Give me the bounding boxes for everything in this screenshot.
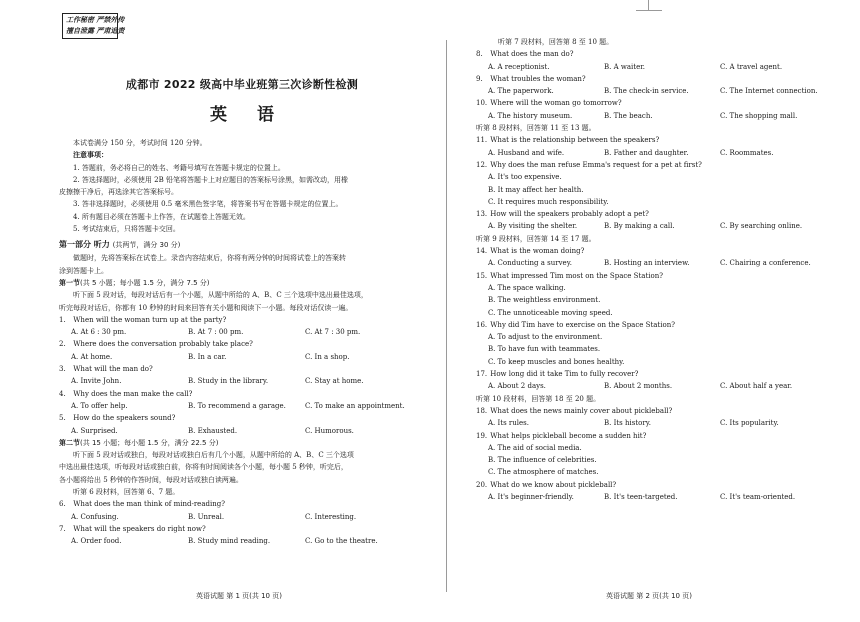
option-a: A. The space walking. xyxy=(488,283,566,292)
page-footer-1: 英语试题 第 1 页(共 10 页) xyxy=(196,592,282,600)
question-number: 4. xyxy=(59,389,66,398)
notice-line: 4. 所有题目必须在答题卡上作答，在试题卷上答题无效。 xyxy=(73,212,250,221)
section-1-instruction: 听下面 5 段对话，每段对话后有一个小题，从题中所给的 A、B、C 三个选项中选出最佳选项， xyxy=(73,291,368,300)
question-item xyxy=(476,134,826,159)
option-a: A. Invite John. xyxy=(71,377,122,386)
part-1-title: 第一部分 听力 xyxy=(59,240,110,250)
question-number: 7. xyxy=(59,524,66,533)
question-item xyxy=(476,73,826,98)
listening-hint: 听第 10 段材料，回答第 18 至 20 题。 xyxy=(476,394,601,403)
notice-line: 2. 答选择题时，必须使用 2B 铅笔将答题卡上对应题目的答案标号涂黑，如需改动，用橡 xyxy=(73,175,348,184)
section-1-heading xyxy=(59,277,425,289)
section-1-instruction: 听完每段对话后，你都有 10 秒钟的时间来回答有关小题和阅读下一小题。每段对话仅读一遍。 xyxy=(59,303,353,312)
question-number: 12. xyxy=(476,160,488,169)
option-a: A. The aid of social media. xyxy=(488,443,582,452)
stamp-line-1: 工作秘密 严禁外传 xyxy=(66,16,125,24)
option-b: B. The weightless environment. xyxy=(488,296,601,305)
option-c: C. To keep muscles and bones healthy. xyxy=(488,357,625,366)
question-number: 17. xyxy=(476,370,488,379)
question-number: 8. xyxy=(476,50,483,59)
question-number: 13. xyxy=(476,210,488,219)
question-number: 11. xyxy=(476,136,488,145)
question-text: When will the woman turn up at the party? xyxy=(73,315,227,324)
question-text: Where does the conversation probably take place? xyxy=(73,340,253,349)
question-number: 2. xyxy=(59,340,66,349)
question-number: 6. xyxy=(59,500,66,509)
question-text: What helps pickleball become a sudden hit? xyxy=(490,431,647,440)
option-a: A. To offer help. xyxy=(71,401,128,410)
question-text: Why does the man refuse Emma's request for a pet at first? xyxy=(490,160,702,169)
question-number: 18. xyxy=(476,406,488,415)
option-a: A. A receptionist. xyxy=(488,62,550,71)
question-list-2 xyxy=(59,498,425,547)
part-1-meta: (共两节，满分 30 分) xyxy=(112,241,181,250)
option-c: C. Its popularity. xyxy=(720,419,779,428)
option-b: B. Hosting an interview. xyxy=(604,259,690,268)
section-1-meta: (共 5 小题；每小题 1.5 分，满分 7.5 分) xyxy=(80,278,210,287)
question-item xyxy=(59,314,425,339)
option-c: C. Interesting. xyxy=(305,512,357,521)
listening-hint: 听第 9 段材料，回答第 14 至 17 题。 xyxy=(476,234,596,243)
option-b: B. Study mind reading. xyxy=(188,537,271,546)
option-b: B. A waiter. xyxy=(604,62,646,71)
option-c: C. By searching online. xyxy=(720,222,803,231)
option-b: B. By making a call. xyxy=(604,222,675,231)
question-text: What do we know about pickleball? xyxy=(490,480,617,489)
part-1-instruction: 做题时，先将答案标在试卷上。录音内容结束后，你将有两分钟的时间将试卷上的答案转 xyxy=(73,254,346,263)
option-a: A. Conducting a survey. xyxy=(488,259,572,268)
option-b: B. The influence of celebrities. xyxy=(488,456,597,465)
option-c: C. At 7 : 30 pm. xyxy=(305,328,361,337)
option-b: B. Unreal. xyxy=(188,512,225,521)
part-1-instruction: 涂到答题卡上。 xyxy=(59,266,108,275)
question-number: 20. xyxy=(476,480,488,489)
question-number: 10. xyxy=(476,99,488,108)
question-text: Where will the woman go tomorrow? xyxy=(490,99,622,108)
section-2-instruction: 中选出最佳选项，听每段对话或独白前，你将有时间阅读各个小题，每小题 5 秒钟，听完后， xyxy=(59,463,348,472)
option-a: A. The paperwork. xyxy=(488,87,554,96)
option-b: B. It's teen-targeted. xyxy=(604,492,678,501)
question-list-1 xyxy=(59,314,425,437)
option-b: B. Study in the library. xyxy=(188,377,269,386)
notice-list xyxy=(59,162,425,236)
notice-line: 1. 答题前，务必将自己的姓名、考籍号填写在答题卡规定的位置上。 xyxy=(73,163,285,172)
option-a: A. The history museum. xyxy=(488,111,573,120)
notice-title: 注意事项： xyxy=(73,151,108,160)
option-b: B. The beach. xyxy=(604,111,653,120)
option-c: C. About half a year. xyxy=(720,382,793,391)
option-c: C. The atmosphere of matches. xyxy=(488,468,599,477)
option-b: B. To have fun with teammates. xyxy=(488,345,601,354)
option-c: C. It's team-oriented. xyxy=(720,492,796,501)
question-item xyxy=(476,270,826,319)
option-c: C. To make an appointment. xyxy=(305,401,405,410)
question-text: What does the man do? xyxy=(490,50,574,59)
question-text: What will the speakers do right now? xyxy=(73,524,206,533)
option-b: B. At 7 : 00 pm. xyxy=(188,328,244,337)
option-c: C. The unnoticeable moving speed. xyxy=(488,308,613,317)
question-item xyxy=(476,405,826,430)
page-divider xyxy=(446,40,447,592)
part-1-heading xyxy=(59,238,425,252)
exam-intro: 本试卷满分 150 分，考试时间 120 分钟。 xyxy=(73,139,207,147)
question-item xyxy=(476,159,826,208)
question-number: 15. xyxy=(476,271,488,280)
option-a: A. At 6 : 30 pm. xyxy=(71,328,127,337)
notice-line: 3. 答非选择题时，必须使用 0.5 毫米黑色签字笔，将答案书写在答题卡规定的位置上。 xyxy=(73,200,343,209)
notice-line: 皮擦擦干净后，再选涂其它答案标号。 xyxy=(59,188,178,197)
option-a: A. Its rules. xyxy=(488,419,529,428)
question-text: What does the news mainly cover about pickleball? xyxy=(490,406,673,415)
option-b: B. In a car. xyxy=(188,352,227,361)
question-item xyxy=(59,363,425,388)
question-number: 9. xyxy=(476,74,483,83)
question-text: Why does the man make the call? xyxy=(73,389,193,398)
option-c: C. The shopping mall. xyxy=(720,111,798,120)
question-item xyxy=(476,430,826,479)
question-number: 1. xyxy=(59,315,66,324)
option-c: C. Roommates. xyxy=(720,148,774,157)
option-c: C. Humorous. xyxy=(305,426,354,435)
question-item xyxy=(476,319,826,368)
option-c: C. Stay at home. xyxy=(305,377,364,386)
question-number: 16. xyxy=(476,320,488,329)
section-2-instruction: 听下面 5 段对话或独白，每段对话或独白后有几个小题，从题中所给的 A、B、C 三个选项 xyxy=(73,451,354,460)
option-c: C. A travel agent. xyxy=(720,62,783,71)
question-item xyxy=(59,412,425,437)
section-2-meta: (共 15 小题；每小题 1.5 分，满分 22.5 分) xyxy=(80,438,219,447)
option-a: A. Surprised. xyxy=(71,426,118,435)
option-b: B. About 2 months. xyxy=(604,382,673,391)
option-c: C. The Internet connection. xyxy=(720,87,818,96)
question-text: What impressed Tim most on the Space Station? xyxy=(490,271,663,280)
option-a: A. Husband and wife. xyxy=(488,148,565,157)
section-2-instruction: 各小题将给出 5 秒钟的作答时间，每段对话或独白读两遍。 xyxy=(59,475,243,484)
question-item xyxy=(476,97,826,122)
exam-title: 成都市 2022 级高中毕业班第三次诊断性检测 xyxy=(125,78,359,91)
question-item xyxy=(476,368,826,393)
option-c: C. In a shop. xyxy=(305,352,350,361)
binding-mark xyxy=(636,0,662,11)
option-b: B. The check-in service. xyxy=(604,87,689,96)
option-b: B. Its history. xyxy=(604,419,651,428)
question-number: 5. xyxy=(59,414,66,423)
question-text: What is the relationship between the speakers? xyxy=(490,136,660,145)
question-number: 3. xyxy=(59,365,66,374)
option-a: A. To adjust to the environment. xyxy=(488,333,603,342)
option-a: A. About 2 days. xyxy=(488,382,546,391)
confidential-stamp xyxy=(62,13,125,39)
question-item xyxy=(476,48,826,73)
question-item xyxy=(59,498,425,523)
question-item xyxy=(476,208,826,233)
listening-hint: 听第 8 段材料，回答第 11 至 13 题。 xyxy=(476,124,596,133)
option-b: B. Father and daughter. xyxy=(604,148,689,157)
option-b: B. It may affect her health. xyxy=(488,185,584,194)
question-item xyxy=(59,388,425,413)
question-item xyxy=(476,245,826,270)
option-c: C. It requires much responsibility. xyxy=(488,197,609,206)
section-1-title: 第一节 xyxy=(59,278,80,287)
page-2 xyxy=(476,36,826,503)
option-c: C. Go to the theatre. xyxy=(305,537,378,546)
page-1 xyxy=(59,76,425,548)
question-number: 14. xyxy=(476,247,488,256)
question-text: Why did Tim have to exercise on the Space Station? xyxy=(490,320,675,329)
question-text: How do the speakers sound? xyxy=(73,414,176,423)
stamp-line-2: 擅自泄露 严肃追责 xyxy=(66,27,125,35)
section-2-title: 第二节 xyxy=(59,438,80,447)
option-a: A. It's too expensive. xyxy=(488,173,562,182)
question-item xyxy=(59,523,425,548)
question-text: What is the woman doing? xyxy=(490,247,585,256)
question-text: How long did it take Tim to fully recover? xyxy=(490,370,639,379)
question-text: How will the speakers probably adopt a pet? xyxy=(490,210,649,219)
page-footer-2: 英语试题 第 2 页(共 10 页) xyxy=(606,592,692,600)
listening-hint: 听第 6 段材料，回答第 6、7 题。 xyxy=(73,488,180,497)
subject-title: 英 语 xyxy=(210,105,286,125)
option-c: C. Chairing a conference. xyxy=(720,259,811,268)
option-a: A. It's beginner-friendly. xyxy=(488,492,574,501)
option-a: A. Order food. xyxy=(71,537,122,546)
question-number: 19. xyxy=(476,431,488,440)
section-2-heading xyxy=(59,437,425,449)
question-text: What does the man think of mind-reading? xyxy=(73,500,225,509)
question-item xyxy=(476,479,826,504)
option-a: A. At home. xyxy=(71,352,113,361)
question-item xyxy=(59,338,425,363)
question-text: What troubles the woman? xyxy=(490,74,586,83)
option-a: A. Confusing. xyxy=(71,512,119,521)
listening-hint: 听第 7 段材料，回答第 8 至 10 题。 xyxy=(498,38,614,46)
question-text: What will the man do? xyxy=(73,365,153,374)
option-b: B. Exhausted. xyxy=(188,426,238,435)
option-a: A. By visiting the shelter. xyxy=(488,222,578,231)
option-b: B. To recommend a garage. xyxy=(188,401,286,410)
notice-line: 5. 考试结束后，只将答题卡交回。 xyxy=(73,225,180,234)
